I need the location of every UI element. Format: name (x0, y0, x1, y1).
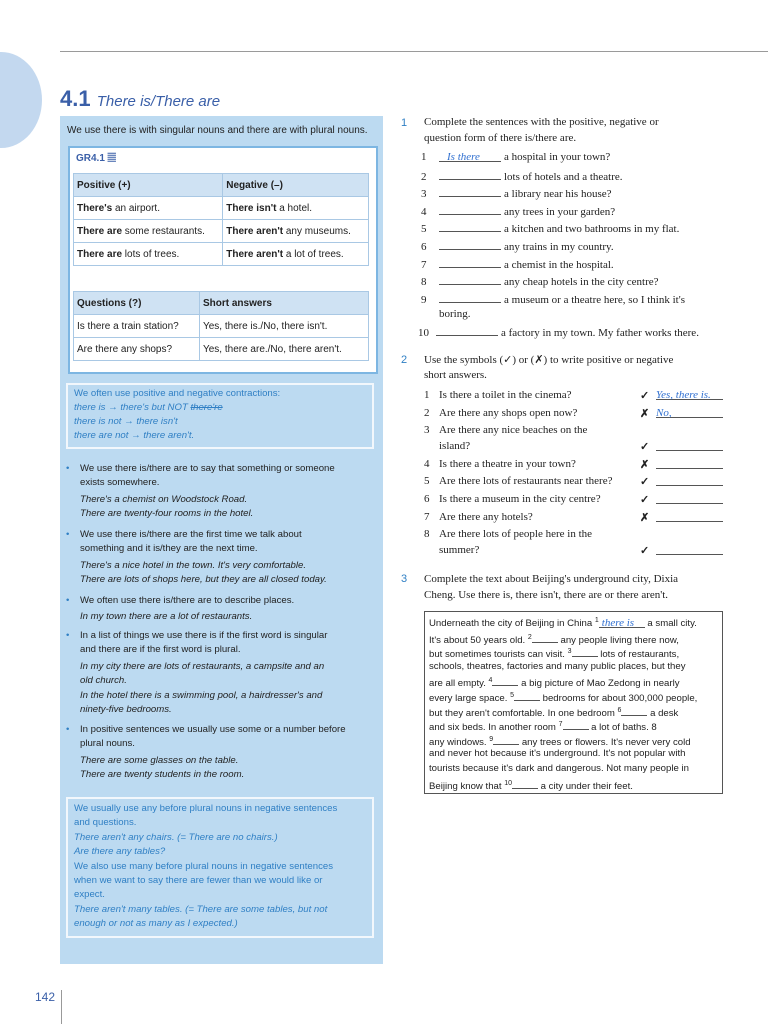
table-cell: Yes, there are./No, there aren't. (199, 338, 368, 361)
bullet-example: There's a chemist on Woodstock Road. (80, 493, 248, 505)
note-line: We usually use any before plural nouns in negative sentences (74, 803, 338, 814)
cell-bold-part: There aren't (226, 225, 284, 237)
bullet-text: We often use there is/there are to describe places. (80, 595, 295, 606)
cell-rest: an airport. (112, 202, 160, 214)
item-number: 8 (421, 276, 427, 289)
exercise-item (424, 528, 592, 540)
cell-rest: some restaurants. (122, 225, 205, 237)
cell-bold-part: There aren't (226, 248, 284, 260)
exercise-item (421, 221, 679, 235)
answer-blank[interactable] (439, 186, 501, 197)
item-question: Is there a toilet in the cinema? (439, 389, 572, 401)
answer-blank[interactable] (439, 204, 501, 215)
bullet-text: something and it is/they are the next time. (80, 543, 258, 555)
text-gap[interactable] (512, 778, 538, 789)
text-part: bedrooms for about 300,000 people, (539, 693, 698, 704)
gap-number: 5 (510, 691, 514, 699)
exercise-instruction: Use the symbols (✓) or (✗) to write positive or negative (424, 354, 674, 366)
cell-bold-part: There isn't (226, 202, 277, 214)
answer-symbol: ✓ (640, 476, 650, 489)
answer-blank[interactable] (656, 475, 723, 486)
item-continuation: boring. (439, 307, 471, 320)
text-line (429, 617, 697, 629)
cell-bold-part: There are (77, 225, 123, 237)
exercise-instruction: short answers. (424, 369, 487, 381)
item-number: 5 (421, 223, 427, 236)
bullet-text: and there are if the first word is plural. (80, 644, 241, 656)
text-part: a lot of baths. 8 (588, 722, 657, 734)
item-number: 4 (421, 205, 427, 218)
bullet-example: There are twenty students in the room. (80, 769, 245, 781)
bullet-example: ninety-five bedrooms. (80, 704, 172, 716)
table-cell (74, 197, 223, 220)
text-line (429, 734, 691, 748)
text-part: a city under their feet. (538, 780, 633, 792)
exercise-number: 3 (401, 573, 408, 585)
positive-negative-table (73, 173, 369, 266)
answer-symbol: ✗ (640, 407, 650, 420)
answer-symbol: ✗ (640, 458, 650, 471)
exercise-item (424, 407, 577, 419)
item-number: 1 (424, 389, 430, 401)
table-cell (74, 220, 223, 243)
text-line (429, 705, 678, 719)
cell-rest: any museums. (283, 225, 351, 237)
text-part: any windows. (429, 736, 490, 748)
text-part: a desk (647, 707, 679, 719)
contraction-line: We often use positive and negative contractions: (74, 388, 281, 399)
answer-blank[interactable] (439, 151, 501, 162)
exercise-item (421, 292, 685, 306)
bullet-text: We use there is/there are the first time we talk about (80, 529, 302, 540)
item-number: 2 (421, 170, 427, 183)
text-gap[interactable] (532, 632, 558, 643)
text-part: every large space. (429, 693, 511, 704)
text-line (429, 632, 679, 646)
item-question: Are there any nice beaches on the (439, 424, 588, 437)
audio-label: GR4.1 (76, 153, 105, 164)
text-line (429, 690, 697, 704)
example-answer: Is there (447, 151, 480, 163)
item-text: any trees in your garden? (504, 205, 616, 218)
text-line (429, 675, 680, 689)
table-header-cell: Questions (?) (74, 292, 200, 315)
exercise-item (421, 186, 612, 200)
text-gap[interactable] (493, 734, 519, 745)
answer-blank[interactable] (656, 389, 723, 400)
item-question: Are there any hotels? (439, 510, 533, 523)
exercise-instruction: question form of there is/there are. (424, 132, 577, 144)
bullet-text: We use there is/there are to say that something or someone (80, 463, 335, 474)
audio-icon: 𝄚 (107, 153, 116, 164)
gap-number: 10 (504, 779, 512, 787)
answer-blank[interactable] (439, 274, 501, 285)
table-cell: Yes, there is./No, there isn't. (199, 315, 368, 338)
bullet-dot: • (66, 529, 70, 540)
item-number: 2 (424, 406, 430, 419)
example-answer: there is (601, 617, 635, 630)
note-line: Are there any tables? (74, 846, 166, 858)
text-line (429, 778, 633, 792)
bullet-example: There are some glasses on the table. (80, 754, 239, 766)
bullet-dot: • (66, 463, 70, 474)
section-title (60, 86, 220, 112)
bullet-text: exists somewhere. (80, 477, 160, 489)
bullet-example: In the hotel there is a swimming pool, a hairdresser's and (80, 689, 323, 701)
bullet-text: In a list of things we use there is if the first word is singular (80, 630, 328, 641)
bullet-example: old church. (80, 675, 127, 687)
answer-blank[interactable] (439, 239, 501, 250)
gap-number: 3 (567, 648, 572, 655)
cell-bold-part: There's (77, 202, 113, 214)
item-text: a factory in my town. My father works there. (501, 327, 699, 340)
item-number: 3 (421, 188, 427, 201)
table-cell: Is there a train station? (74, 315, 200, 338)
item-number: 6 (424, 493, 430, 505)
item-question: Is there a theatre in your town? (439, 457, 576, 470)
questions-answers-table (73, 291, 369, 361)
exercise-item (424, 424, 587, 436)
section-heading: There is/There are (96, 93, 221, 110)
table-cell (223, 197, 369, 220)
table-cell (223, 220, 369, 243)
item-text: lots of hotels and a theatre. (504, 170, 623, 183)
note-line: We also use many before plural nouns in negative sentences (74, 860, 334, 872)
exercise-instruction: Complete the sentences with the positive, negative or (424, 116, 659, 128)
gap-number: 6 (617, 706, 622, 714)
exercise-item (424, 511, 533, 523)
text-part: tourists because it's dark and dangerous. Not many people in (429, 763, 689, 774)
note-line: There aren't any chairs. (= There are no chairs.) (74, 831, 278, 843)
answer-blank[interactable] (439, 257, 501, 268)
item-number: 7 (424, 510, 430, 523)
answer-symbol: ✗ (640, 511, 650, 524)
text-gap[interactable] (572, 646, 598, 657)
bullet-dot: • (66, 724, 70, 735)
gap-number: 7 (558, 721, 563, 728)
text-part: any trees or flowers. It's never very cold (519, 736, 691, 748)
table-header-cell: Positive (+) (74, 174, 223, 197)
bullet-example: There are twenty-four rooms in the hotel. (80, 508, 254, 520)
text-line (429, 646, 679, 660)
text-part: Beijing know that (429, 780, 505, 792)
item-number: 3 (424, 424, 430, 437)
text-part: Underneath the city of Beijing in China (429, 618, 595, 630)
exercise-item (424, 458, 576, 470)
exercise-instruction: Complete the text about Beijing's underground city, Dixia (424, 573, 679, 585)
grammar-intro: We use there is with singular nouns and there are with plural nouns. (67, 125, 368, 136)
table-cell (74, 243, 223, 266)
table-row (74, 243, 369, 266)
text-line (429, 719, 657, 733)
example-answer: Yes, there is. (656, 389, 711, 401)
item-text: a chemist in the hospital. (504, 258, 614, 271)
text-gap[interactable] (492, 675, 518, 686)
exercise-item (421, 257, 614, 271)
item-continuation: island? (439, 440, 471, 453)
note-line: There aren't many tables. (= There are some tables, but not (74, 903, 328, 915)
bullet-example: In my town there are a lot of restaurants. (80, 611, 253, 623)
any-many-note (66, 797, 374, 938)
item-number: 10 (418, 327, 429, 340)
item-number: 7 (421, 258, 427, 271)
exercise-instruction: Cheng. Use there is, there isn't, there are or there aren't. (424, 589, 669, 601)
text-part: schools, theatres, factories and many public places, but they (429, 660, 686, 672)
example-answer: No, (656, 406, 672, 419)
note-line: enough or not as many as I expected.) (74, 918, 238, 930)
text-part: It's about 50 years old. (429, 634, 528, 646)
table-row (74, 338, 369, 361)
text-part: and never hot because it's underground. It's not popular with (429, 748, 686, 760)
grammar-bullet (66, 462, 376, 522)
bullet-example: There's a nice hotel in the town. It's very comfortable. (80, 559, 307, 571)
text-part: and six beds. In another room (429, 722, 559, 734)
text-part: a big picture of Mao Zedong in nearly (518, 678, 680, 690)
table-header-cell: Short answers (199, 292, 368, 315)
contraction-line: there are not → there aren't. (74, 430, 195, 441)
table-header-row (74, 292, 369, 315)
answer-blank[interactable] (439, 169, 501, 180)
text-line (429, 661, 686, 672)
text-line (429, 763, 689, 774)
table-row (74, 220, 369, 243)
page-number: 142 (35, 990, 56, 1004)
text-line (429, 748, 685, 759)
item-text: a library near his house? (504, 188, 612, 201)
item-question: Are there lots of people here in the (439, 528, 593, 541)
grammar-bullet (66, 629, 376, 717)
answer-blank[interactable] (439, 221, 501, 232)
table-cell: Are there any shops? (74, 338, 200, 361)
bullet-dot: • (66, 630, 70, 641)
item-number: 1 (421, 151, 427, 163)
item-text: any cheap hotels in the city centre? (504, 276, 659, 289)
text-gap[interactable] (514, 690, 540, 701)
exercise-number: 1 (401, 117, 408, 129)
item-number: 6 (421, 241, 427, 253)
item-question: Are there lots of restaurants near there? (439, 475, 613, 488)
table-header-row (74, 174, 369, 197)
item-continuation: summer? (439, 544, 480, 557)
answer-blank[interactable] (656, 458, 723, 469)
answer-symbol: ✓ (640, 441, 650, 454)
contractions-note (66, 383, 374, 449)
text-gap[interactable] (621, 705, 647, 716)
exercise-item (421, 204, 615, 218)
table-header-cell: Negative (–) (223, 174, 369, 197)
text-part: lots of restaurants, (597, 649, 680, 661)
grammar-bullet (66, 594, 376, 625)
text-part: but they aren't comfortable. In one bedroom (429, 707, 618, 719)
answer-blank[interactable] (436, 325, 498, 336)
cell-bold-part: There are (77, 248, 123, 260)
corner-decoration (0, 52, 42, 148)
grammar-bullet (66, 723, 376, 783)
section-number: 4.1 (60, 86, 91, 111)
answer-blank[interactable] (656, 493, 723, 504)
text-part: but sometimes tourists can visit. (429, 649, 568, 661)
note-line: and questions. (74, 817, 137, 829)
answer-blank[interactable] (656, 511, 723, 522)
table-row (74, 197, 369, 220)
answer-blank[interactable] (439, 292, 501, 303)
note-line: expect. (74, 889, 105, 901)
exercise-item (424, 493, 601, 505)
item-text: a hospital in your town? (504, 151, 611, 163)
answer-blank[interactable] (656, 407, 723, 418)
grammar-bullet (66, 528, 376, 588)
item-text: a museum or a theatre here, so I think it's (504, 293, 685, 306)
text-part: a small city. (644, 618, 697, 630)
answer-symbol: ✓ (640, 494, 650, 506)
contraction-line: there is → there's but NOT there're (74, 402, 223, 413)
bullet-text: In positive sentences we usually use some or a number before (80, 724, 346, 735)
table-cell (223, 243, 369, 266)
table-row (74, 315, 369, 338)
exercise-item (418, 325, 699, 340)
exercise-item (424, 475, 612, 487)
note-line: when we want to say there are fewer than we would like or (74, 875, 323, 887)
item-number: 8 (424, 528, 430, 541)
text-gap[interactable] (563, 719, 589, 730)
page-number-rule (61, 990, 62, 1024)
item-number: 5 (424, 475, 430, 488)
answer-symbol: ✓ (640, 545, 650, 558)
bullet-dot: • (66, 595, 70, 606)
item-question: Are there any shops open now? (439, 406, 578, 419)
cell-rest: a hotel. (276, 202, 313, 214)
gap-number: 1 (594, 617, 599, 624)
text-part: are all empty. (429, 678, 489, 690)
bullet-example: In my city there are lots of restaurants, a campsite and an (80, 660, 325, 672)
answer-symbol: ✓ (640, 390, 650, 402)
gap-number: 2 (527, 633, 532, 641)
item-number: 4 (424, 457, 430, 470)
cell-rest: lots of trees. (122, 248, 180, 260)
answer-blank[interactable] (656, 440, 723, 451)
text-part: any people living there now, (557, 634, 679, 646)
cell-rest: a lot of trees. (283, 248, 344, 260)
exercise-item (421, 169, 623, 183)
exercise-item (421, 151, 610, 163)
exercise-item (424, 389, 572, 401)
exercise-number: 2 (401, 354, 408, 366)
bullet-text: plural nouns. (80, 738, 135, 750)
item-text: a kitchen and two bathrooms in my flat. (504, 223, 680, 236)
contraction-line: there is not → there isn't (74, 416, 178, 427)
audio-reference[interactable] (76, 153, 116, 164)
item-text: any trains in my country. (504, 241, 614, 253)
gap-number: 9 (489, 735, 494, 743)
answer-blank[interactable] (656, 544, 723, 555)
gap-number: 4 (488, 677, 493, 685)
text-gap[interactable] (599, 617, 645, 628)
item-number: 9 (421, 293, 427, 306)
exercise-item (421, 239, 614, 253)
exercise-item (421, 274, 659, 288)
item-question: Is there a museum in the city centre? (439, 493, 601, 505)
bullet-example: There are lots of shops here, but they are all closed today. (80, 574, 327, 586)
header-rule (60, 51, 768, 52)
